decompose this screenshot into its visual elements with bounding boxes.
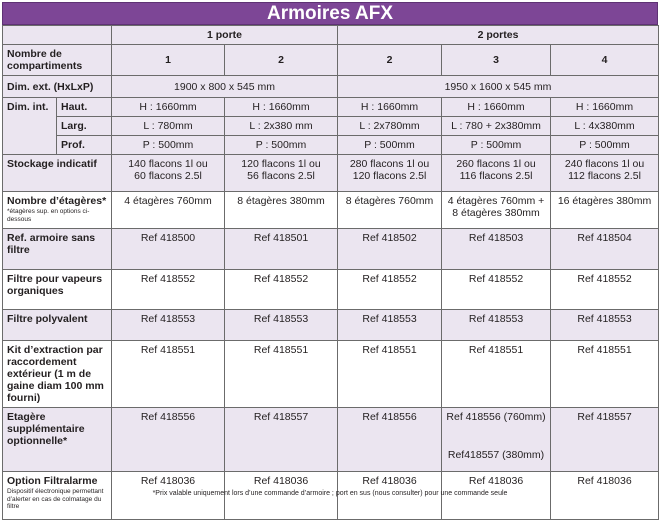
organic-filter-value: Ref 418552 xyxy=(112,270,225,310)
filtralarm-value: Ref 418036 xyxy=(338,472,442,520)
storage-value: 140 flacons 1l ou 60 flacons 2.5l xyxy=(112,155,225,192)
corner-cell xyxy=(3,26,112,45)
filtralarm-value: Ref 418036 xyxy=(225,472,338,520)
shelves-value: 4 étagères 760mm xyxy=(112,192,225,229)
int-depth-value: P : 500mm xyxy=(112,136,225,155)
int-width-value: L : 780mm xyxy=(112,117,225,136)
int-depth-value: P : 500mm xyxy=(551,136,659,155)
row-label-organic-filter: Filtre pour vapeurs organiques xyxy=(3,270,112,310)
shelves-value: 4 étagères 760mm + 8 étagères 380mm xyxy=(442,192,551,229)
ext-dim-two-doors: 1950 x 1600 x 545 mm xyxy=(338,76,659,98)
storage-value: 280 flacons 1l ou 120 flacons 2.5l xyxy=(338,155,442,192)
ref-unfiltered-value: Ref 418501 xyxy=(225,229,338,270)
filtralarm-value: Ref 418036 xyxy=(442,472,551,520)
organic-filter-value: Ref 418552 xyxy=(338,270,442,310)
int-depth-value: P : 500mm xyxy=(225,136,338,155)
compartments-value: 2 xyxy=(338,45,442,76)
extraction-kit-value: Ref 418551 xyxy=(338,341,442,408)
compartments-value: 1 xyxy=(112,45,225,76)
ref-unfiltered-value: Ref 418502 xyxy=(338,229,442,270)
group-header-two-doors: 2 portes xyxy=(338,26,659,45)
compartments-value: 4 xyxy=(551,45,659,76)
sub-label-height: Haut. xyxy=(57,98,112,117)
int-depth-value: P : 500mm xyxy=(442,136,551,155)
row-label-ext-dim: Dim. ext. (HxLxP) xyxy=(3,76,112,98)
specs-table xyxy=(2,25,659,520)
poly-filter-value: Ref 418553 xyxy=(551,310,659,341)
poly-filter-value: Ref 418553 xyxy=(442,310,551,341)
row-label-poly-filter: Filtre polyvalent xyxy=(3,310,112,341)
shelves-value: 8 étagères 760mm xyxy=(338,192,442,229)
sub-label-depth: Prof. xyxy=(57,136,112,155)
row-label-compartments: Nombre de compartiments xyxy=(3,45,112,76)
storage-value: 120 flacons 1l ou 56 flacons 2.5l xyxy=(225,155,338,192)
shelves-note: *étagères sup. en options ci-dessous xyxy=(7,208,90,223)
extraction-kit-value: Ref 418551 xyxy=(551,341,659,408)
row-label-int-dim: Dim. int. xyxy=(3,98,57,155)
organic-filter-value: Ref 418552 xyxy=(225,270,338,310)
int-width-value: L : 2x380 mm xyxy=(225,117,338,136)
extra-shelf-value: Ref 418557 xyxy=(225,408,338,472)
row-label-storage: Stockage indicatif xyxy=(3,155,112,192)
sub-label-width: Larg. xyxy=(57,117,112,136)
extraction-kit-value: Ref 418551 xyxy=(225,341,338,408)
ext-dim-one-door: 1900 x 800 x 545 mm xyxy=(112,76,338,98)
shelves-value: 16 étagères 380mm xyxy=(551,192,659,229)
extra-shelf-value: Ref 418556 (760mm) Ref418557 (380mm) xyxy=(442,408,551,472)
poly-filter-value: Ref 418553 xyxy=(112,310,225,341)
filtralarm-note: Dispositif électronique permettant d’alerter en cas de colmatage du filtre xyxy=(7,488,104,510)
row-label-extraction-kit: Kit d’extraction par raccordement extérieur (1 m de gaine diam 100 mm fourni) xyxy=(3,341,112,408)
storage-value: 260 flacons 1l ou 116 flacons 2.5l xyxy=(442,155,551,192)
extra-shelf-value: Ref 418556 xyxy=(338,408,442,472)
int-width-value: L : 4x380mm xyxy=(551,117,659,136)
poly-filter-value: Ref 418553 xyxy=(225,310,338,341)
extraction-kit-value: Ref 418551 xyxy=(112,341,225,408)
int-height-value: H : 1660mm xyxy=(338,98,442,117)
poly-filter-value: Ref 418553 xyxy=(338,310,442,341)
ref-unfiltered-value: Ref 418503 xyxy=(442,229,551,270)
int-height-value: H : 1660mm xyxy=(112,98,225,117)
int-height-value: H : 1660mm xyxy=(551,98,659,117)
ref-unfiltered-value: Ref 418500 xyxy=(112,229,225,270)
extraction-kit-value: Ref 418551 xyxy=(442,341,551,408)
shelves-value: 8 étagères 380mm xyxy=(225,192,338,229)
organic-filter-value: Ref 418552 xyxy=(551,270,659,310)
int-width-value: L : 2x780mm xyxy=(338,117,442,136)
int-width-value: L : 780 + 2x380mm xyxy=(442,117,551,136)
row-label-filtralarm: Option Filtralarme Dispositif électronique permettant d’alerter en cas de colmatage du filtre xyxy=(3,472,112,520)
footnote: *Prix valable uniquement lors d’une commande d’armoire ; port en sus (nous consulter) pour une commande seule xyxy=(152,490,508,497)
group-header-one-door: 1 porte xyxy=(112,26,338,45)
int-depth-value: P : 500mm xyxy=(338,136,442,155)
int-height-value: H : 1660mm xyxy=(225,98,338,117)
row-label-shelves: Nombre d’étagères* *étagères sup. en options ci-dessous xyxy=(3,192,112,229)
int-height-value: H : 1660mm xyxy=(442,98,551,117)
extra-shelf-value: Ref 418556 xyxy=(112,408,225,472)
organic-filter-value: Ref 418552 xyxy=(442,270,551,310)
row-label-ref-unfiltered: Ref. armoire sans filtre xyxy=(3,229,112,270)
compartments-value: 3 xyxy=(442,45,551,76)
filtralarm-value: Ref 418036 xyxy=(112,472,225,520)
extra-shelf-value: Ref 418557 xyxy=(551,408,659,472)
filtralarm-value: Ref 418036 xyxy=(551,472,659,520)
row-label-extra-shelf: Etagère supplémentaire optionnelle* xyxy=(3,408,112,472)
storage-value: 240 flacons 1l ou 112 flacons 2.5l xyxy=(551,155,659,192)
ref-unfiltered-value: Ref 418504 xyxy=(551,229,659,270)
compartments-value: 2 xyxy=(225,45,338,76)
page-title: Armoires AFX xyxy=(2,2,658,25)
